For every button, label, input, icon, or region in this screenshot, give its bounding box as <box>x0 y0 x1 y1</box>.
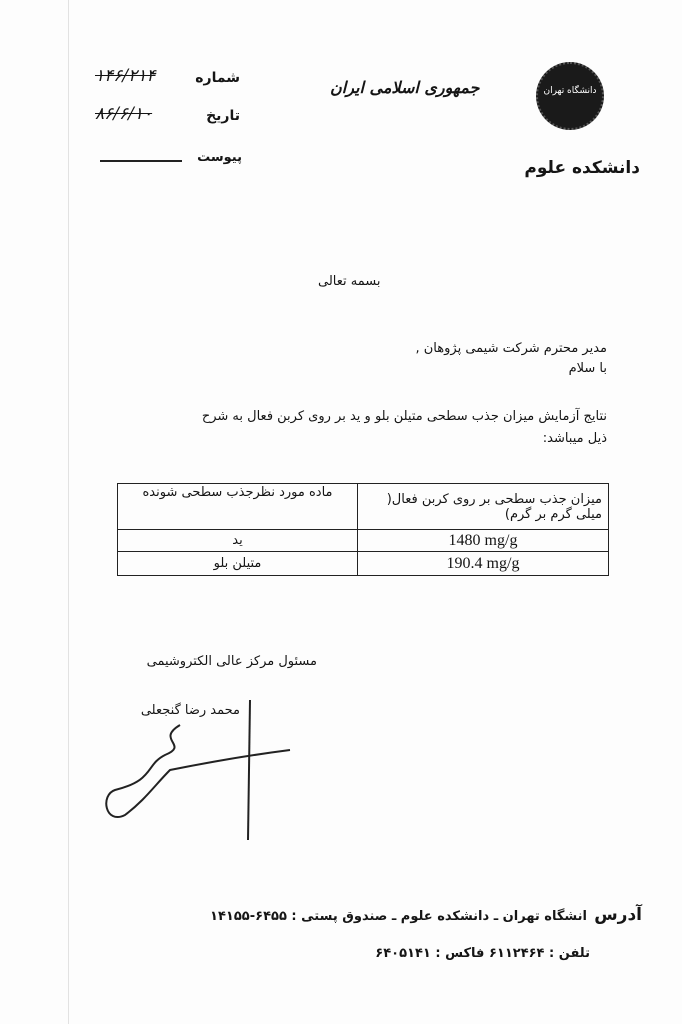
number-value: ۱۴۶/۲۱۴ <box>95 66 156 86</box>
cell-value: 1480 mg/g <box>358 530 609 552</box>
paragraph-line-2: ذیل میباشد: <box>542 431 607 446</box>
address-text: انشگاه تهران ـ دانشکده علوم ـ صندوق پستی : ۶۴۵۵-۱۴۱۵۵ <box>210 909 587 924</box>
results-table <box>117 483 609 576</box>
signatory-title: مسئول مرکز عالی الکتروشیمی <box>146 654 317 669</box>
cell-value: 190.4 mg/g <box>358 552 609 576</box>
addressee: مدیر محترم شرکت شیمی پژوهان , <box>415 341 607 356</box>
cell-substance: متیلن بلو <box>118 552 358 576</box>
university-emblem <box>536 62 604 130</box>
table-row <box>118 530 609 552</box>
phone-fax: تلفن : ۶۱۱۲۴۶۴ فاکس : ۶۴۰۵۱۴۱ <box>375 946 590 961</box>
page-edge <box>68 0 69 1024</box>
date-label: تاریخ <box>206 108 240 124</box>
table-row <box>118 552 609 576</box>
bismillah: بسمه تعالی <box>318 274 381 289</box>
date-value: ۸۶/۶/۱۰ <box>95 104 153 124</box>
table-header-row <box>118 484 609 530</box>
signatory-name: محمد رضا گنجعلی <box>140 703 240 718</box>
attachment-label: پیوست <box>197 150 242 165</box>
header-adsorption: میزان جذب سطحی بر روی کربن فعال( میلی گرم بر گرم) <box>358 484 609 530</box>
number-label: شماره <box>195 70 240 86</box>
address-label: آدرس <box>594 905 642 925</box>
header-substance: ماده مورد نظرجذب سطحی شونده <box>118 484 358 530</box>
cell-substance: ید <box>118 530 358 552</box>
emblem-text: دانشگاه تهران <box>543 86 597 96</box>
attachment-line <box>100 160 182 162</box>
handwritten-signature <box>95 695 295 845</box>
faculty-name: دانشکده علوم <box>524 158 640 178</box>
paragraph-line-1: نتایج آزمایش میزان جذب سطحی متیلن بلو و ید بر روی کربن فعال به شرح <box>201 409 607 424</box>
greeting: با سلام <box>568 361 607 376</box>
republic-heading: جمهوری اسلامی ایران <box>330 78 480 97</box>
